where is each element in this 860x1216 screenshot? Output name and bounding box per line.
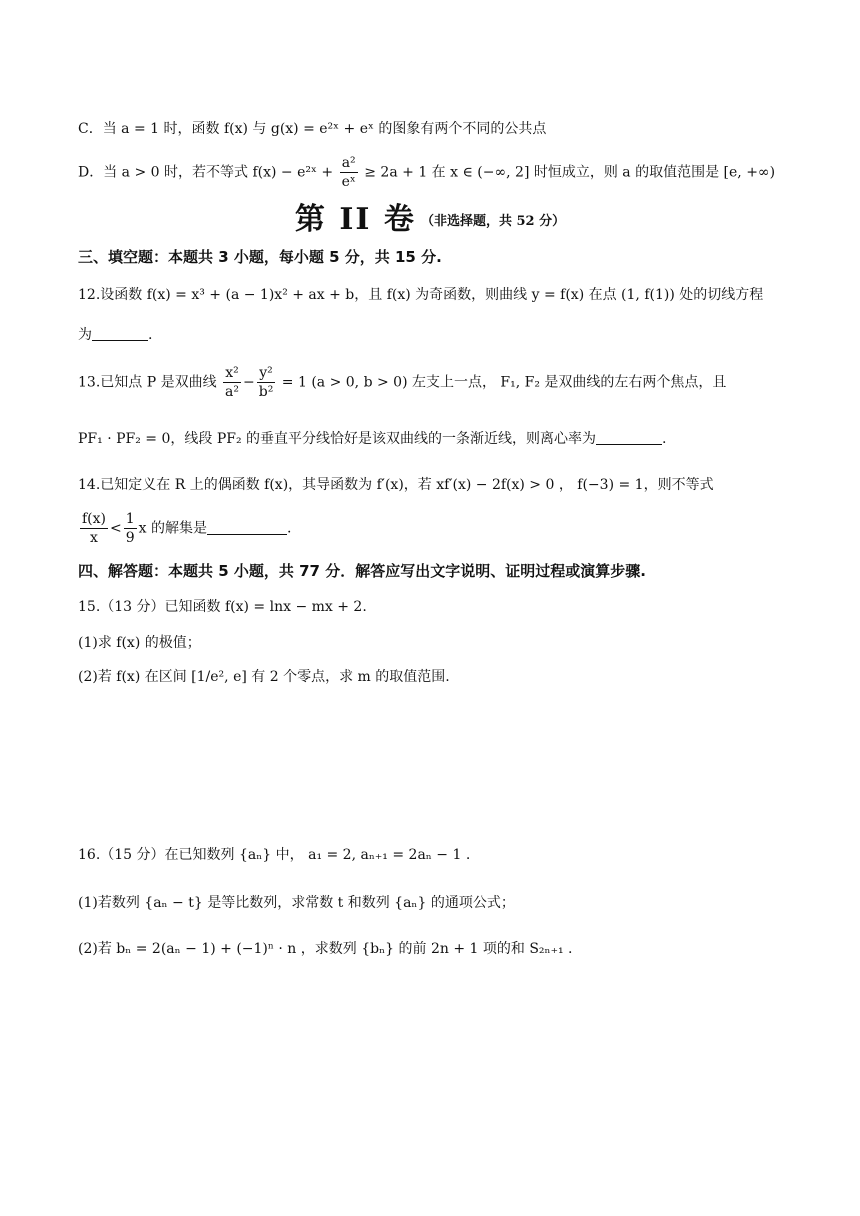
q15-head: 15.（13 分）已知函数 f(x) = lnx − mx + 2.	[78, 599, 367, 615]
q14-den1: x	[90, 530, 98, 546]
q12-line1: 12.设函数 f(x) = x³ + (a − 1)x² + ax + b，且 f(x) 为奇函数，则曲线 y = f(x) 在点 (1, f(1)) 处的切线方程	[78, 287, 764, 303]
q13-answer-blank[interactable]	[596, 430, 662, 445]
q13-pre: 13.已知点 P 是双曲线	[78, 374, 217, 391]
option-d-label: D．	[78, 164, 104, 181]
q14-fraction-ninth	[124, 510, 137, 547]
q12-line2-text: 为	[78, 327, 92, 343]
part-two-note: （非选择题，共 52 分）	[420, 214, 566, 229]
q14-less-than: <	[110, 520, 122, 537]
q14-post: x 的解集是	[138, 520, 208, 537]
option-d-fraction	[340, 154, 358, 191]
part-two-heading	[0, 194, 860, 238]
q14-line2: $\frac{f(x)}{x}$ < $\frac{1}{9}$ x 的解集是 .	[82, 511, 292, 546]
part-two-title: 第 II 卷	[294, 202, 416, 237]
option-d-den: eˣ	[341, 174, 356, 190]
option-c	[78, 118, 546, 138]
q14-den2: 9	[125, 530, 135, 546]
q13-minus: −	[243, 374, 255, 391]
option-d-num: a²	[341, 155, 356, 171]
q15-part2: (2)若 f(x) 在区间 [1/e², e] 有 2 个零点，求 m 的取值范围.	[78, 669, 450, 685]
q13-num2: y²	[259, 365, 273, 381]
option-d	[78, 154, 775, 191]
q12-line2: 为 .	[78, 327, 153, 343]
q13-den2: b²	[258, 384, 274, 400]
option-d-post: ≥ 2a + 1 在 x ∈ (−∞, 2] 时恒成立，则 a 的取值范围是 [e, +∞)	[364, 164, 776, 181]
option-c-text: 当 a = 1 时，函数 f(x) 与 g(x) = e²ˣ + eˣ 的图象有两个不同的公共点	[102, 121, 547, 137]
q12-answer-blank[interactable]	[92, 326, 148, 341]
q14-fraction-fx	[80, 510, 108, 547]
q13-post: = 1 (a > 0, b > 0) 左支上一点， F₁, F₂ 是双曲线的左右两个焦点，且	[281, 374, 727, 391]
q16-part2: (2)若 bₙ = 2(aₙ − 1) + (−1)ⁿ · n ，求数列 {bₙ} 的前 2n + 1 项的和 S₂ₙ₊₁ .	[78, 941, 573, 957]
q13-line2-text: PF₁ · PF₂ = 0，线段 PF₂ 的垂直平分线恰好是该双曲线的一条渐近线，则离心率为	[78, 431, 597, 447]
q14-num2: 1	[125, 511, 135, 527]
q13-fraction-y	[257, 364, 276, 401]
q13-num1: x²	[225, 365, 239, 381]
q16-part1: (1)若数列 {aₙ − t} 是等比数列，求常数 t 和数列 {aₙ} 的通项公式；	[78, 895, 515, 911]
option-c-label: C．	[78, 121, 103, 137]
q13-line1	[78, 364, 726, 401]
section-three-title: 三、填空题：本题共 3 小题，每小题 5 分，共 15 分.	[78, 248, 442, 266]
q13-den1: a²	[225, 384, 240, 400]
q16-head: 16.（15 分）在已知数列 {aₙ} 中， a₁ = 2, aₙ₊₁ = 2aₙ − 1 .	[78, 847, 471, 863]
q14-answer-blank[interactable]	[207, 520, 287, 535]
q14-line1: 14.已知定义在 R 上的偶函数 f(x)，其导函数为 f′(x)，若 xf′(x) − 2f(x) > 0 ， f(−3) = 1，则不等式	[78, 477, 714, 493]
q13-fraction-x	[223, 364, 241, 401]
q13-line2: PF₁ · PF₂ = 0，线段 PF₂ 的垂直平分线恰好是该双曲线的一条渐近线，则离心率为 .	[78, 431, 667, 447]
q14-num1: f(x)	[82, 511, 107, 527]
section-four-title: 四、解答题：本题共 5 小题，共 77 分．解答应写出文字说明、证明过程或演算步骤.	[78, 562, 646, 580]
q15-part1: (1)求 f(x) 的极值；	[78, 635, 201, 651]
option-d-pre: 当 a > 0 时，若不等式 f(x) − e²ˣ +	[103, 164, 334, 181]
